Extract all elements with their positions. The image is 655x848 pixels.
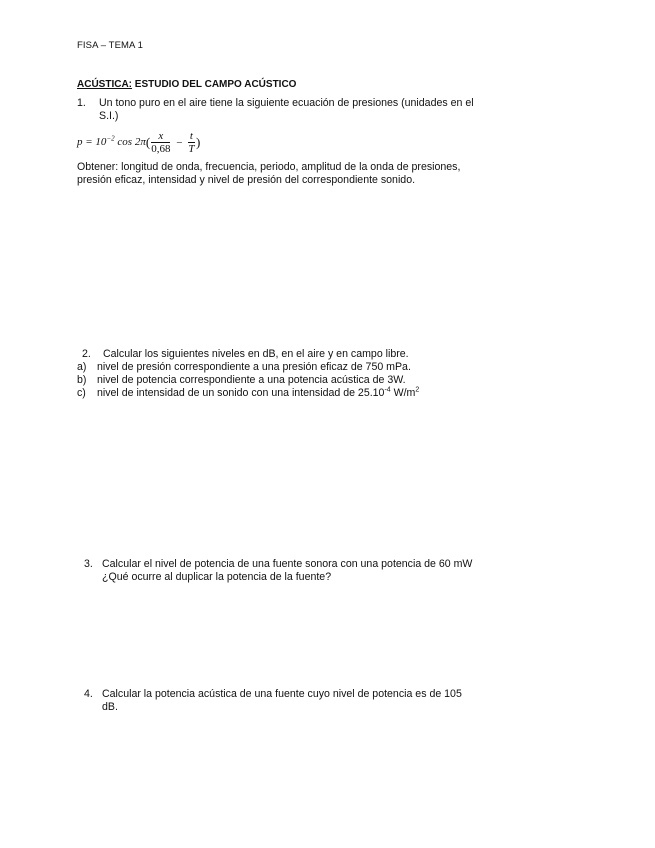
- fraction-t-denominator-text: T: [188, 143, 195, 155]
- question-3-number: 3.: [84, 558, 93, 570]
- equation-minus: −: [175, 136, 183, 149]
- item-c-text: nivel de intensidad de un sonido con una intensidad de 25.10: [97, 387, 385, 399]
- item-b-label: b): [77, 374, 87, 386]
- item-c-unit: W/m: [390, 387, 416, 399]
- question-3-line1: Calcular el nivel de potencia de una fuente sonora con una potencia de 60 mW: [102, 558, 473, 570]
- obtain-line1: Obtener: longitud de onda, frecuencia, periodo, amplitud de la onda de presiones,: [77, 161, 461, 173]
- item-c-exponent: -4: [384, 386, 391, 394]
- fraction-t-denominator: [188, 143, 195, 155]
- fraction-x-numerator: x: [151, 130, 170, 143]
- section-subtitle: ESTUDIO DEL CAMPO ACÚSTICO: [132, 79, 297, 90]
- fraction-t-numerator: t: [189, 130, 193, 142]
- question-3-line2: ¿Qué ocurre al duplicar la potencia de la fuente?: [102, 571, 332, 583]
- item-c-label: c): [77, 387, 86, 399]
- question-4: [84, 688, 529, 714]
- obtain-line2: presión eficaz, intensidad y nivel de presión del correspondiente sonido.: [77, 174, 416, 186]
- item-b-text: nivel de potencia correspondiente a una potencia acústica de 3W.: [97, 374, 406, 386]
- question-2-item-c: [77, 387, 547, 400]
- document-header: FISA – TEMA 1: [77, 40, 144, 51]
- equation-cos: cos 2π: [114, 136, 146, 149]
- pressure-equation: [77, 130, 200, 155]
- item-a-label: a): [77, 361, 87, 373]
- question-3: [84, 558, 554, 584]
- equation-close-paren: ): [195, 134, 201, 150]
- question-1-text-line1: Un tono puro en el aire tiene la siguiente ecuación de presiones (unidades en el: [99, 97, 474, 109]
- question-1-text-line2: S.I.): [99, 110, 119, 122]
- question-2-item-a: [77, 361, 547, 374]
- question-1: [77, 97, 547, 123]
- item-c-unit-exponent: 2: [415, 386, 420, 394]
- question-4-number: 4.: [84, 688, 93, 700]
- question-2: [77, 348, 547, 400]
- question-2-intro: Calcular los siguientes niveles en dB, en el aire y en campo libre.: [103, 348, 409, 360]
- question-1-obtain: [77, 161, 537, 187]
- equation-exponent: −2: [106, 134, 115, 143]
- section-label: ACÚSTICA:: [77, 79, 132, 90]
- section-title: [77, 79, 296, 90]
- question-4-line1: Calcular la potencia acústica de una fuente cuyo nivel de potencia es de 105: [102, 688, 462, 700]
- question-4-line2: dB.: [102, 701, 118, 713]
- equation-open-paren: (: [145, 134, 151, 150]
- equation-fraction-x: [151, 130, 170, 155]
- fraction-x-denominator: 0,68: [151, 143, 171, 155]
- question-2-number: 2.: [82, 348, 91, 360]
- equation-fraction-t: [188, 130, 195, 155]
- item-a-text: nivel de presión correspondiente a una presión eficaz de 750 mPa.: [97, 361, 411, 373]
- question-1-number: 1.: [77, 97, 86, 109]
- question-2-item-b: [77, 374, 547, 387]
- equation-lhs: p = 10: [77, 136, 107, 149]
